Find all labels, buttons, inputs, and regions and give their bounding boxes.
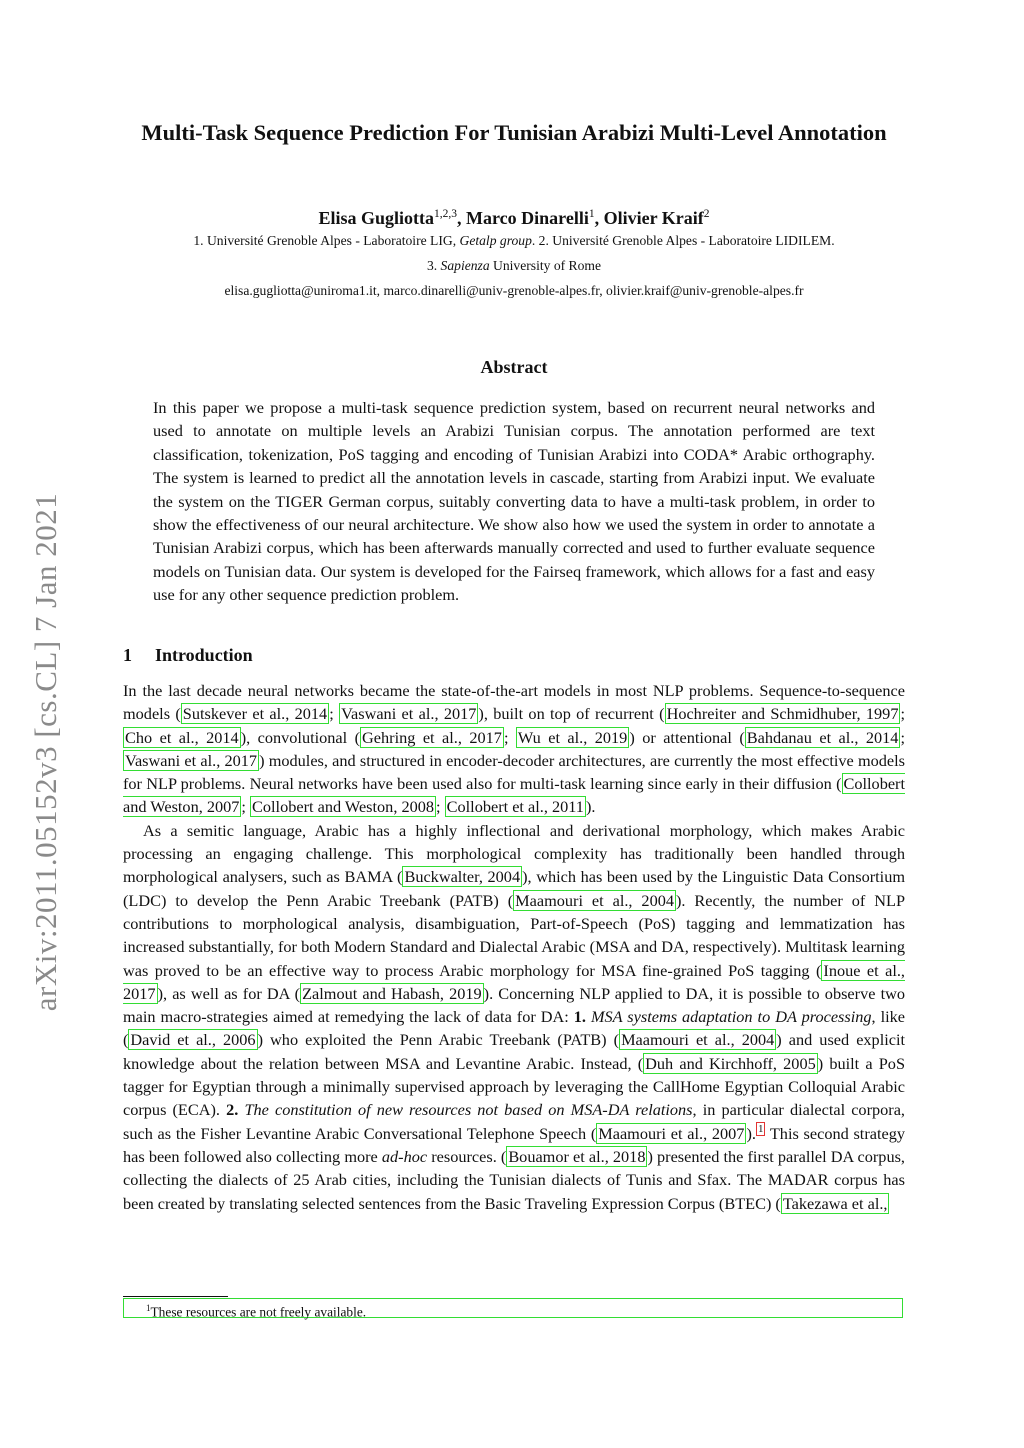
citation-link[interactable]: Gehring et al., 2017 [362,727,502,747]
author-list: Elisa Gugliotta$^{1,2,3}$, Marco Dinarelli$^1$, Olivier Kraif$^2$ [318,208,710,228]
citation-link[interactable]: Buckwalter, 2004 [404,867,521,887]
author-name: Elisa Gugliotta [318,208,435,228]
arxiv-side-stamp [22,462,70,1042]
affiliation-text: 1. Université Grenoble Alpes - Laboratoire LIG, [193,233,460,248]
author-affil-sup: 1 [588,208,595,220]
arxiv-identifier: arXiv:2011.05152v3 [cs.CL] 7 Jan 2021 [28,492,64,1012]
footnote-divider [123,1296,228,1297]
affiliation-italic: Sapienza [440,258,490,273]
citation-link[interactable]: Vaswani et al., 2017 [341,704,477,724]
affiliation-line-1 [123,232,905,250]
citation-link[interactable]: Maamouri et al., 2004 [515,890,674,910]
citation-link[interactable]: Takezawa et al., [782,1193,888,1213]
paragraph-2: As a semitic language, Arabic has a highly inflectional and derivational morphology, which makes Arabic processing an engaging challenge. This morphological complexity has traditionally been handled through morphological analysers, such as BAMA ( Buckwalter, 2004 ), which has been used by the Linguistic Data Consortium (LDC) to develop the Penn Arabic Treebank (PATB) ( Maamouri et al., 2004 ). Recently, the number of NLP contributions to morphological analysis, disambiguation, Part-of-Speech (PoS) tagging and lemmatization has increased substantially, for both Modern Standard and Dialectal Arabic (MSA and DA, respectively). Multitask learning was proved to be an effective way to process Arabic morphology for MSA fine-grained PoS tagging ( Inoue et al., 2017 ), as well as for DA ( Zalmout and Habash, 2019 ). Concerning NLP applied to DA, it is possible to observe two main macro-strategies aimed at remedying the lack of data for DA: 1. MSA systems adaptation to DA processing, like ( David et al., 2006 ) who exploited the Penn Arabic Treebank (PATB) ( Maamouri et al., 2004 ) and used explicit knowledge about the relation between MSA and Levantine Arabic. Instead, ( Duh and Kirchhoff, 2005 ) built a PoS tagger for Egyptian through a minimally supervised approach by leveraging the CallHome Egyptian Colloquial Arabic corpus (ECA). 2. The constitution of new resources not based on MSA-DA relations, in particular dialectal corpora, such as the Fisher Levantine Arabic Conversational Telephone Speech ( Maamouri et al., 2007 ). $^1$ This second strategy has been followed also collecting more ad-hoc resources. ( Bouamor et al., 2018 ) presented the first parallel DA corpus, collecting the dialects of 25 Arab cities, including the Tunisian dialects of Tunis and Sfax. The MADAR corpus has been created by translating selected sentences from the Basic Traveling Expression Corpus (BTEC) ( Takezawa et al., [123,820,906,1213]
citation-link[interactable]: Maamouri et al., 2004 [621,1030,775,1050]
author-name: Marco Dinarelli [466,208,589,228]
section-heading [123,645,253,666]
section-number: 1 [123,645,132,665]
footnote[interactable] [123,1298,903,1318]
citation-link[interactable]: Bouamor et al., 2018 [508,1146,646,1166]
author-emails: elisa.gugliotta@uniroma1.it, marco.dinarelli@univ-grenoble-alpes.fr, olivier.kraif@univ-grenoble-alpes.fr [224,283,804,298]
citation-link[interactable]: Bahdanau et al., 2014 [746,727,899,747]
affiliation-line-2 [123,257,905,275]
affiliation-italic: Getalp group [459,233,532,248]
citation-link[interactable]: Hochreiter and Schmidhuber, 1997 [666,704,899,724]
abstract-heading: Abstract [480,357,548,377]
introduction-body [123,679,905,1215]
paragraph-1: In the last decade neural networks became the state-of-the-art models in most NLP problems. Sequence-to-sequence models ( Sutskever et al., 2014 ; Vaswani et al., 2017 ), built on top of recurrent ( Hochreiter and Schmidhuber, 1997 ; Cho et al., 2014 ), convolutional ( Gehring et al., 2017 ; Wu et al., 2019 ) or attentional ( Bahdanau et al., 2014 ; Vaswani et al., 2017 ) modules, and structured in encoder-decoder architectures, are currently the most effective models for NLP problems. Neural networks have been used also for multi-task learning since early in their diffusion ( Collobert and Weston, 2007 ; Collobert and Weston, 2008 ; Collobert et al., 2011 ). [123,681,905,817]
footnote-text: These resources are not freely available. [150,1304,367,1320]
citation-link[interactable]: Sutskever et al., 2014 [182,704,328,724]
footnote-number: 1 [146,1303,151,1313]
citation-link[interactable]: Maamouri et al., 2007 [598,1123,745,1143]
affiliation-text: . 2. Université Grenoble Alpes - Laboratoire LIDILEM. [531,233,835,248]
affiliation-text: 3. [426,258,441,273]
citation-link[interactable]: David et al., 2006 [130,1030,256,1050]
section-title: Introduction [155,645,253,665]
citation-link[interactable]: Collobert et al., 2011 [446,797,584,817]
footnote-marker[interactable]: 1 [757,1123,764,1136]
author-affil-sup: 2 [703,208,710,220]
citation-link[interactable]: Zalmout and Habash, 2019 [302,983,482,1003]
citation-link[interactable]: Inoue et al., 2017 [123,960,905,1003]
paper-title: Multi-Task Sequence Prediction For Tunisian Arabizi Multi-Level Annotation [141,120,887,145]
citation-link[interactable]: Vaswani et al., 2017 [125,750,258,770]
affiliation-text: University of Rome [489,258,602,273]
citation-link[interactable]: Wu et al., 2019 [517,727,628,747]
citation-link[interactable]: Cho et al., 2014 [125,727,239,747]
citation-link[interactable]: Duh and Kirchhoff, 2005 [645,1053,816,1073]
abstract-body: In this paper we propose a multi-task sequence prediction system, based on recurrent neural networks and used to annotate on multiple levels an Arabizi Tunisian corpus. The annotation performed are text classification, tokenization, PoS tagging and encoding of Tunisian Arabizi into CODA* Arabic orthography. The system is learned to predict all the annotation levels in cascade, starting from Arabizi input. We evaluate the system on the TIGER German corpus, suitably converting data to have a multi-task problem, in order to show the effectiveness of our neural architecture. We show also how we used the system in order to annotate a Tunisian Arabizi corpus, which has been afterwards manually corrected and used to further evaluate sequence models on Tunisian data. Our system is developed for the Fairseq framework, which allows for a fast and easy use for any other sequence prediction problem. [153,398,875,605]
citation-link[interactable]: Collobert and Weston, 2007 [123,774,905,817]
citation-link[interactable]: Collobert and Weston, 2008 [252,797,435,817]
author-affil-sup: 1,2,3 [434,208,458,220]
author-name: Olivier Kraif [603,208,704,228]
